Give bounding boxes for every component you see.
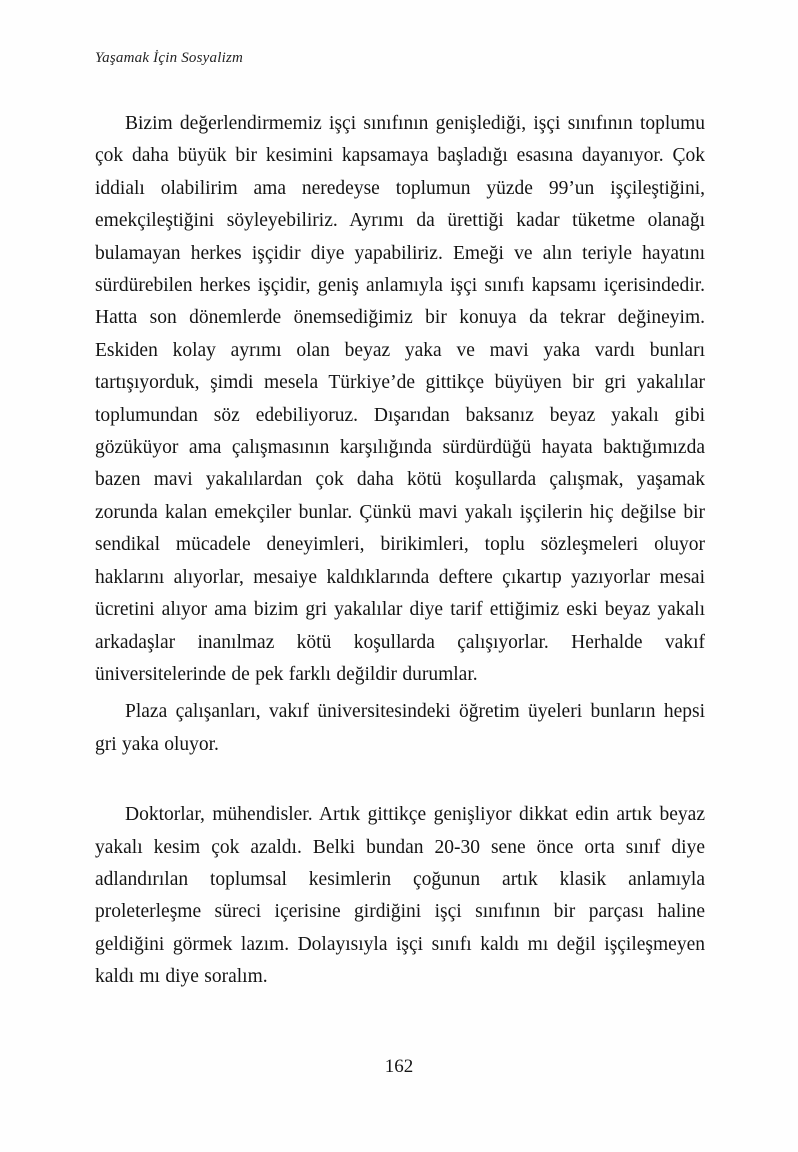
body-paragraph-2: Plaza çalışanları, vakıf üniversitesindeki öğretim üyeleri bunların hepsi gri yaka oluyor. [95,701,705,755]
page-body [95,108,705,999]
body-paragraph-3: Doktorlar, mühendisler. Artık gittikçe genişliyor dikkat edin artık beyaz yakalı kesim çok azaldı. Belki bundan 20-30 sene önce orta sınıf diye adlandırılan toplumsal kesimlerin çoğunun artık klasik anlamıyla proleterleşme süreci içerisine girdiğini işçi sınıfının bir parçası haline geldiğini görmek lazım. Dolayısıyla işçi sınıfı kaldı mı değil işçileşmeyen kaldı mı diye soralım. [95,804,705,988]
page-number: 162 [384,1056,414,1077]
running-header: Yaşamak İçin Sosyalizm [95,50,244,66]
body-paragraph-1: Bizim değerlendirmemiz işçi sınıfının genişlediği, işçi sınıfının toplumu çok daha büyük bir kesimini kapsamaya başladığı esasına dayanıyor. Çok iddialı olabilirim ama neredeyse toplumun yüzde 99’un işçileştiğini, emekçileştiğini söyleyebiliriz. Ayrımı da ürettiği kadar tüketme olanağı bulamayan herkes işçidir diye yapabiliriz. Emeği ve alın teriyle hayatını sürdürebilen herkes işçidir, geniş anlamıyla işçi sınıfı kapsamı içerisindedir. Hatta son dönemlerde önemsediğimiz bir konuya da tekrar değineyim. Eskiden kolay ayrımı olan beyaz yaka ve mavi yaka vardı bunları tartışıyorduk, şimdi mesela Türkiye’de gittikçe büyüyen bir gri yakalılar toplumundan söz edebiliyoruz. Dışarıdan baksanız beyaz yakalı gibi gözüküyor ama çalışmasının karşılığında sürdürdüğü hayata baktığımızda bazen mavi yakalılardan çok daha kötü koşullarda çalışmak, yaşamak zorunda kalan emekçiler bunlar. Çünkü mavi yakalı işçilerin hiç değilse bir sendikal mücadele deneyimleri, birikimleri, toplu sözleşmeleri oluyor haklarını alıyorlar, mesaiye kaldıklarında deftere çıkartıp yazıyorlar mesai ücretini alıyor ama bizim gri yakalılar diye tarif ettiğimiz eski beyaz yakalı arkadaşlar inanılmaz kötü koşullarda çalışıyorlar. Herhalde vakıf üniversitelerinde de pek farklı değildir durumlar. [95,113,705,685]
